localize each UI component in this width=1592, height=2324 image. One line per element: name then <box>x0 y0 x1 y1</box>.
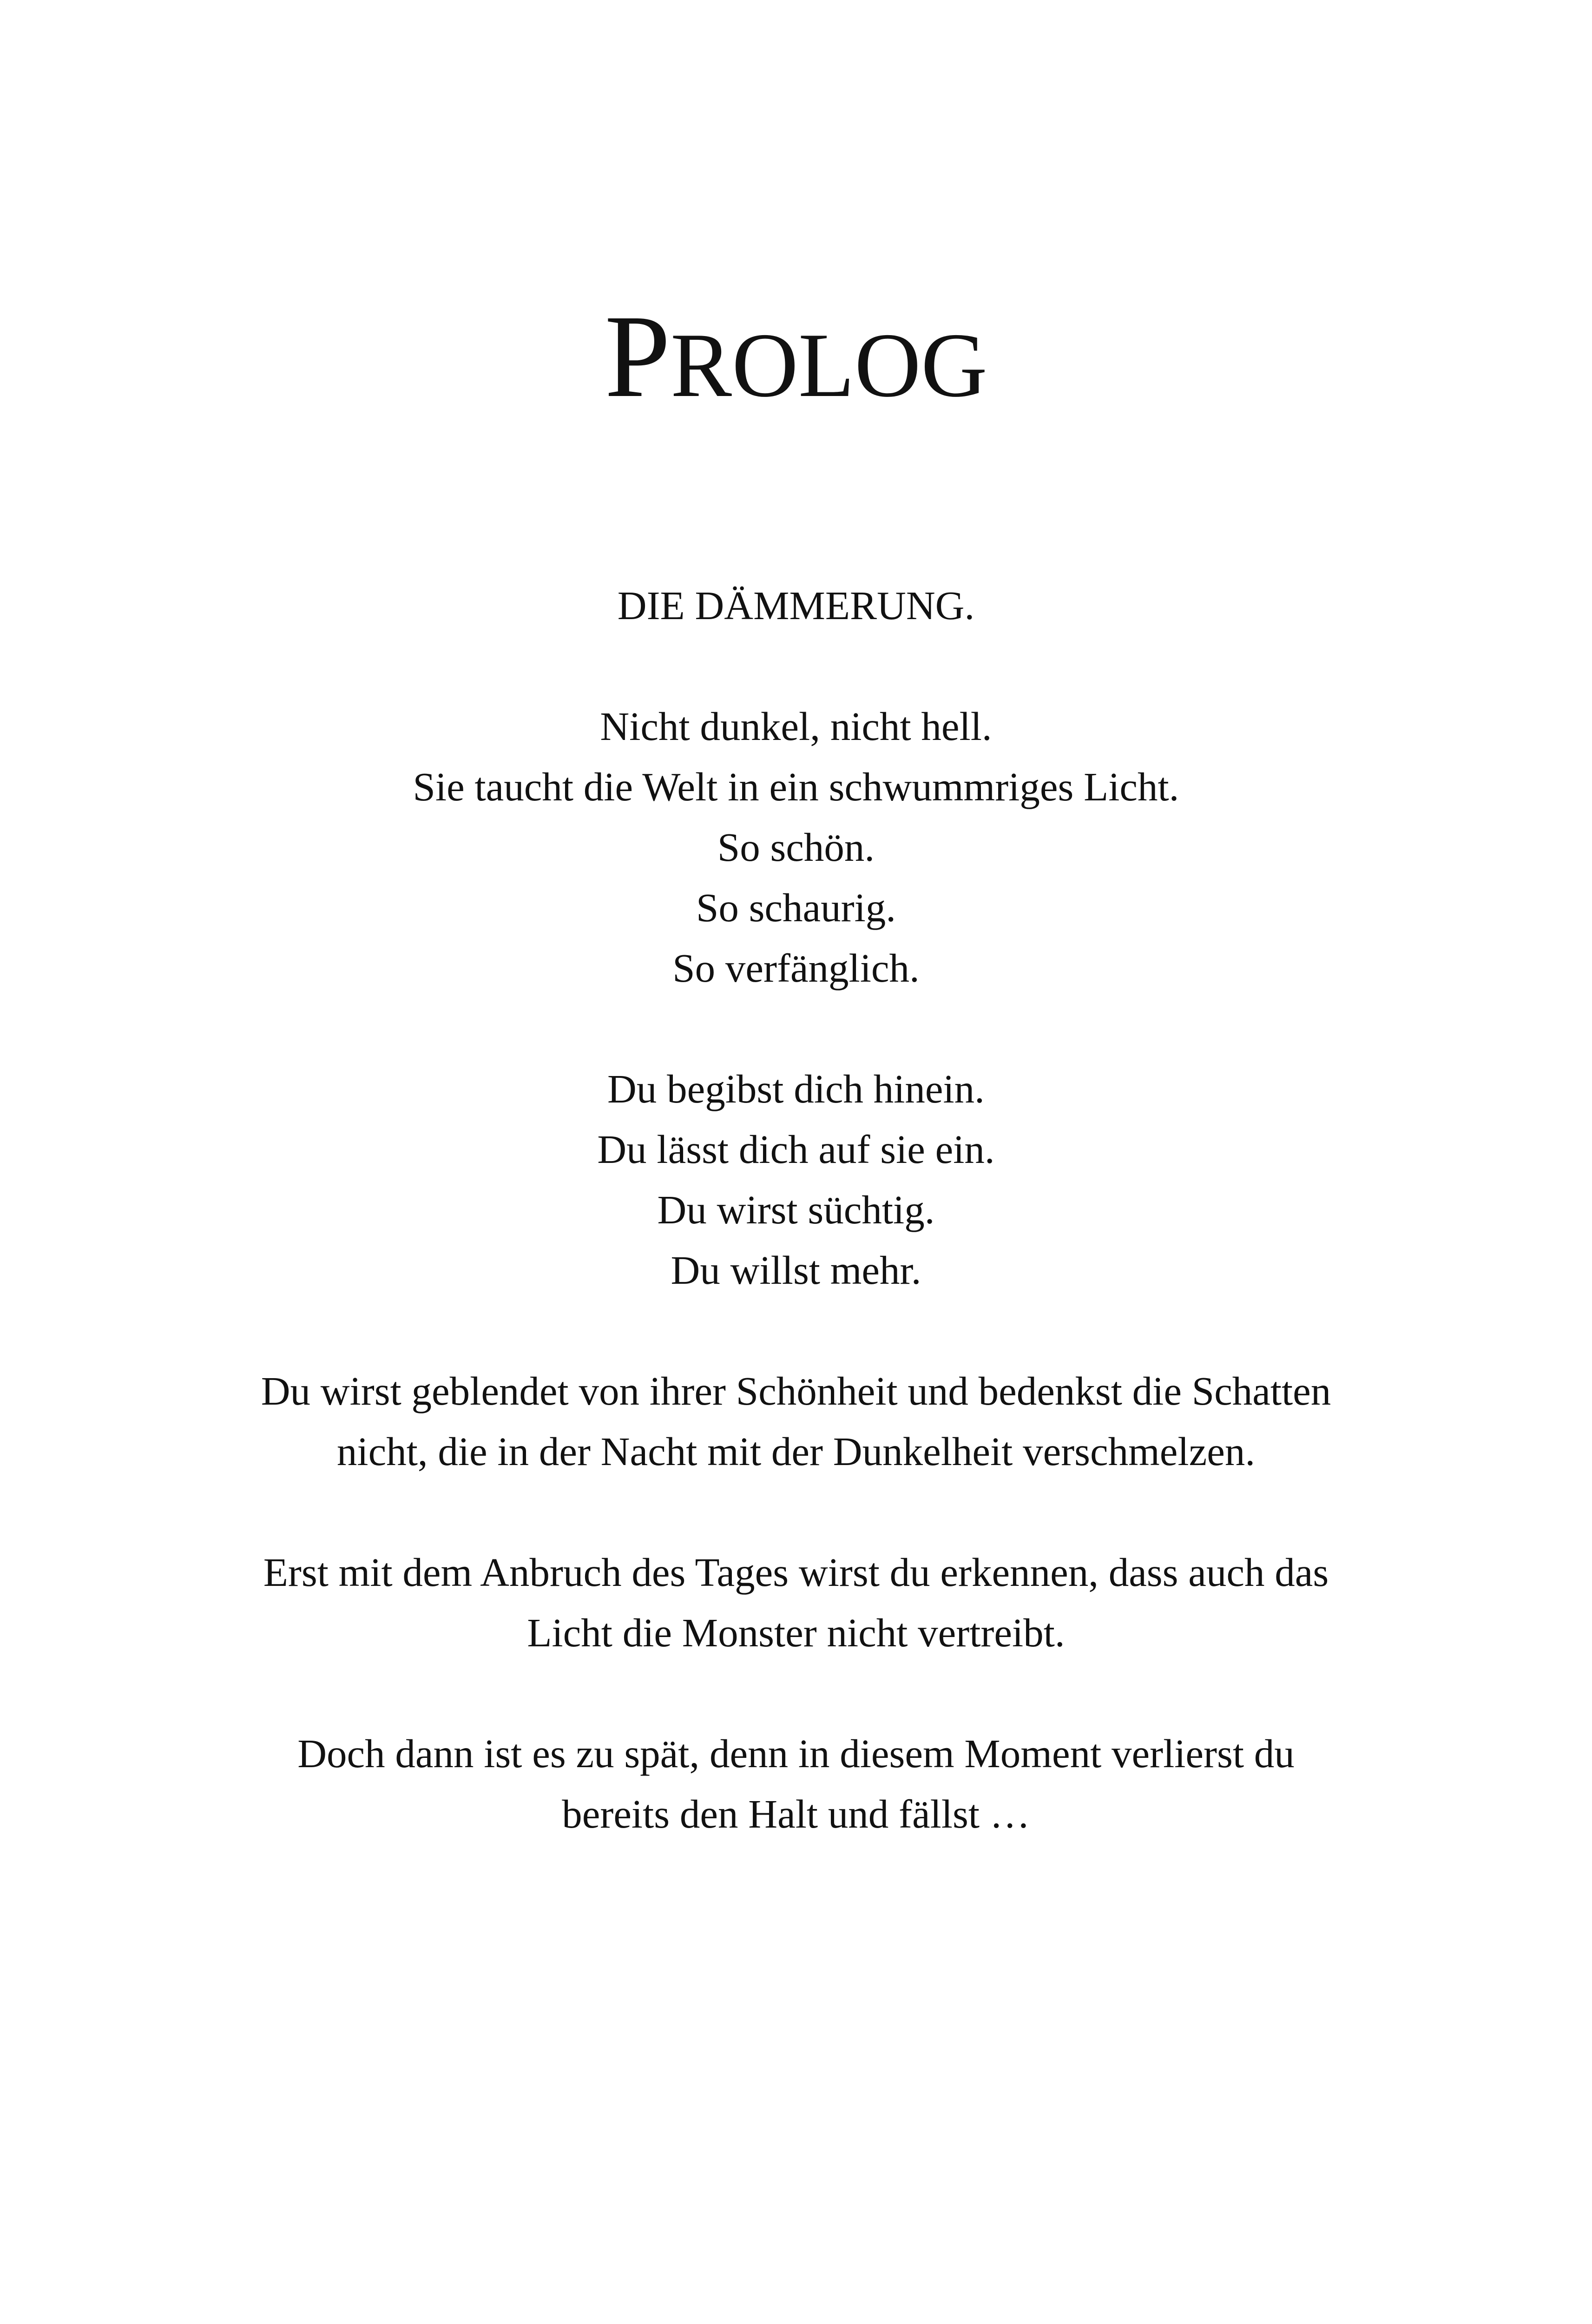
text-line: So verfänglich. <box>672 945 920 990</box>
text-line: nicht, die in der Nacht mit der Dunkelheit verschmelzen. <box>336 1429 1256 1474</box>
stanza <box>0 1361 1592 1482</box>
text-line: Nicht dunkel, nicht hell. <box>600 704 992 749</box>
text-line: Du begibst dich hinein. <box>607 1066 985 1111</box>
stanza <box>0 1542 1592 1663</box>
chapter-title-initial: P <box>605 291 671 422</box>
stanza <box>0 1059 1592 1301</box>
stanza <box>0 1723 1592 1844</box>
text-line: So schön. <box>717 825 875 870</box>
text-line: Du willst mehr. <box>671 1248 921 1293</box>
text-line: Du wirst geblendet von ihrer Schönheit und bedenkst die Schatten <box>261 1368 1331 1413</box>
text-line: Doch dann ist es zu spät, denn in diesem Moment verlierst du <box>297 1731 1295 1776</box>
text-line: Sie taucht die Welt in ein schwummriges Licht. <box>413 764 1179 809</box>
stanza-heading <box>0 575 1592 636</box>
stanza <box>0 696 1592 998</box>
prologue-text <box>0 575 1592 1905</box>
text-line: Erst mit dem Anbruch des Tages wirst du erkennen, dass auch das <box>263 1550 1329 1595</box>
text-line: Du lässt dich auf sie ein. <box>597 1127 995 1172</box>
chapter-title-rest: ROLOG <box>670 314 987 416</box>
text-line: DIE DÄMMERUNG. <box>617 583 975 628</box>
text-line: Du wirst süchtig. <box>657 1187 935 1232</box>
text-line: So schaurig. <box>696 885 896 930</box>
text-line: bereits den Halt und fällst … <box>562 1791 1030 1836</box>
chapter-title <box>0 291 1592 422</box>
text-line: Licht die Monster nicht vertreibt. <box>527 1610 1065 1655</box>
